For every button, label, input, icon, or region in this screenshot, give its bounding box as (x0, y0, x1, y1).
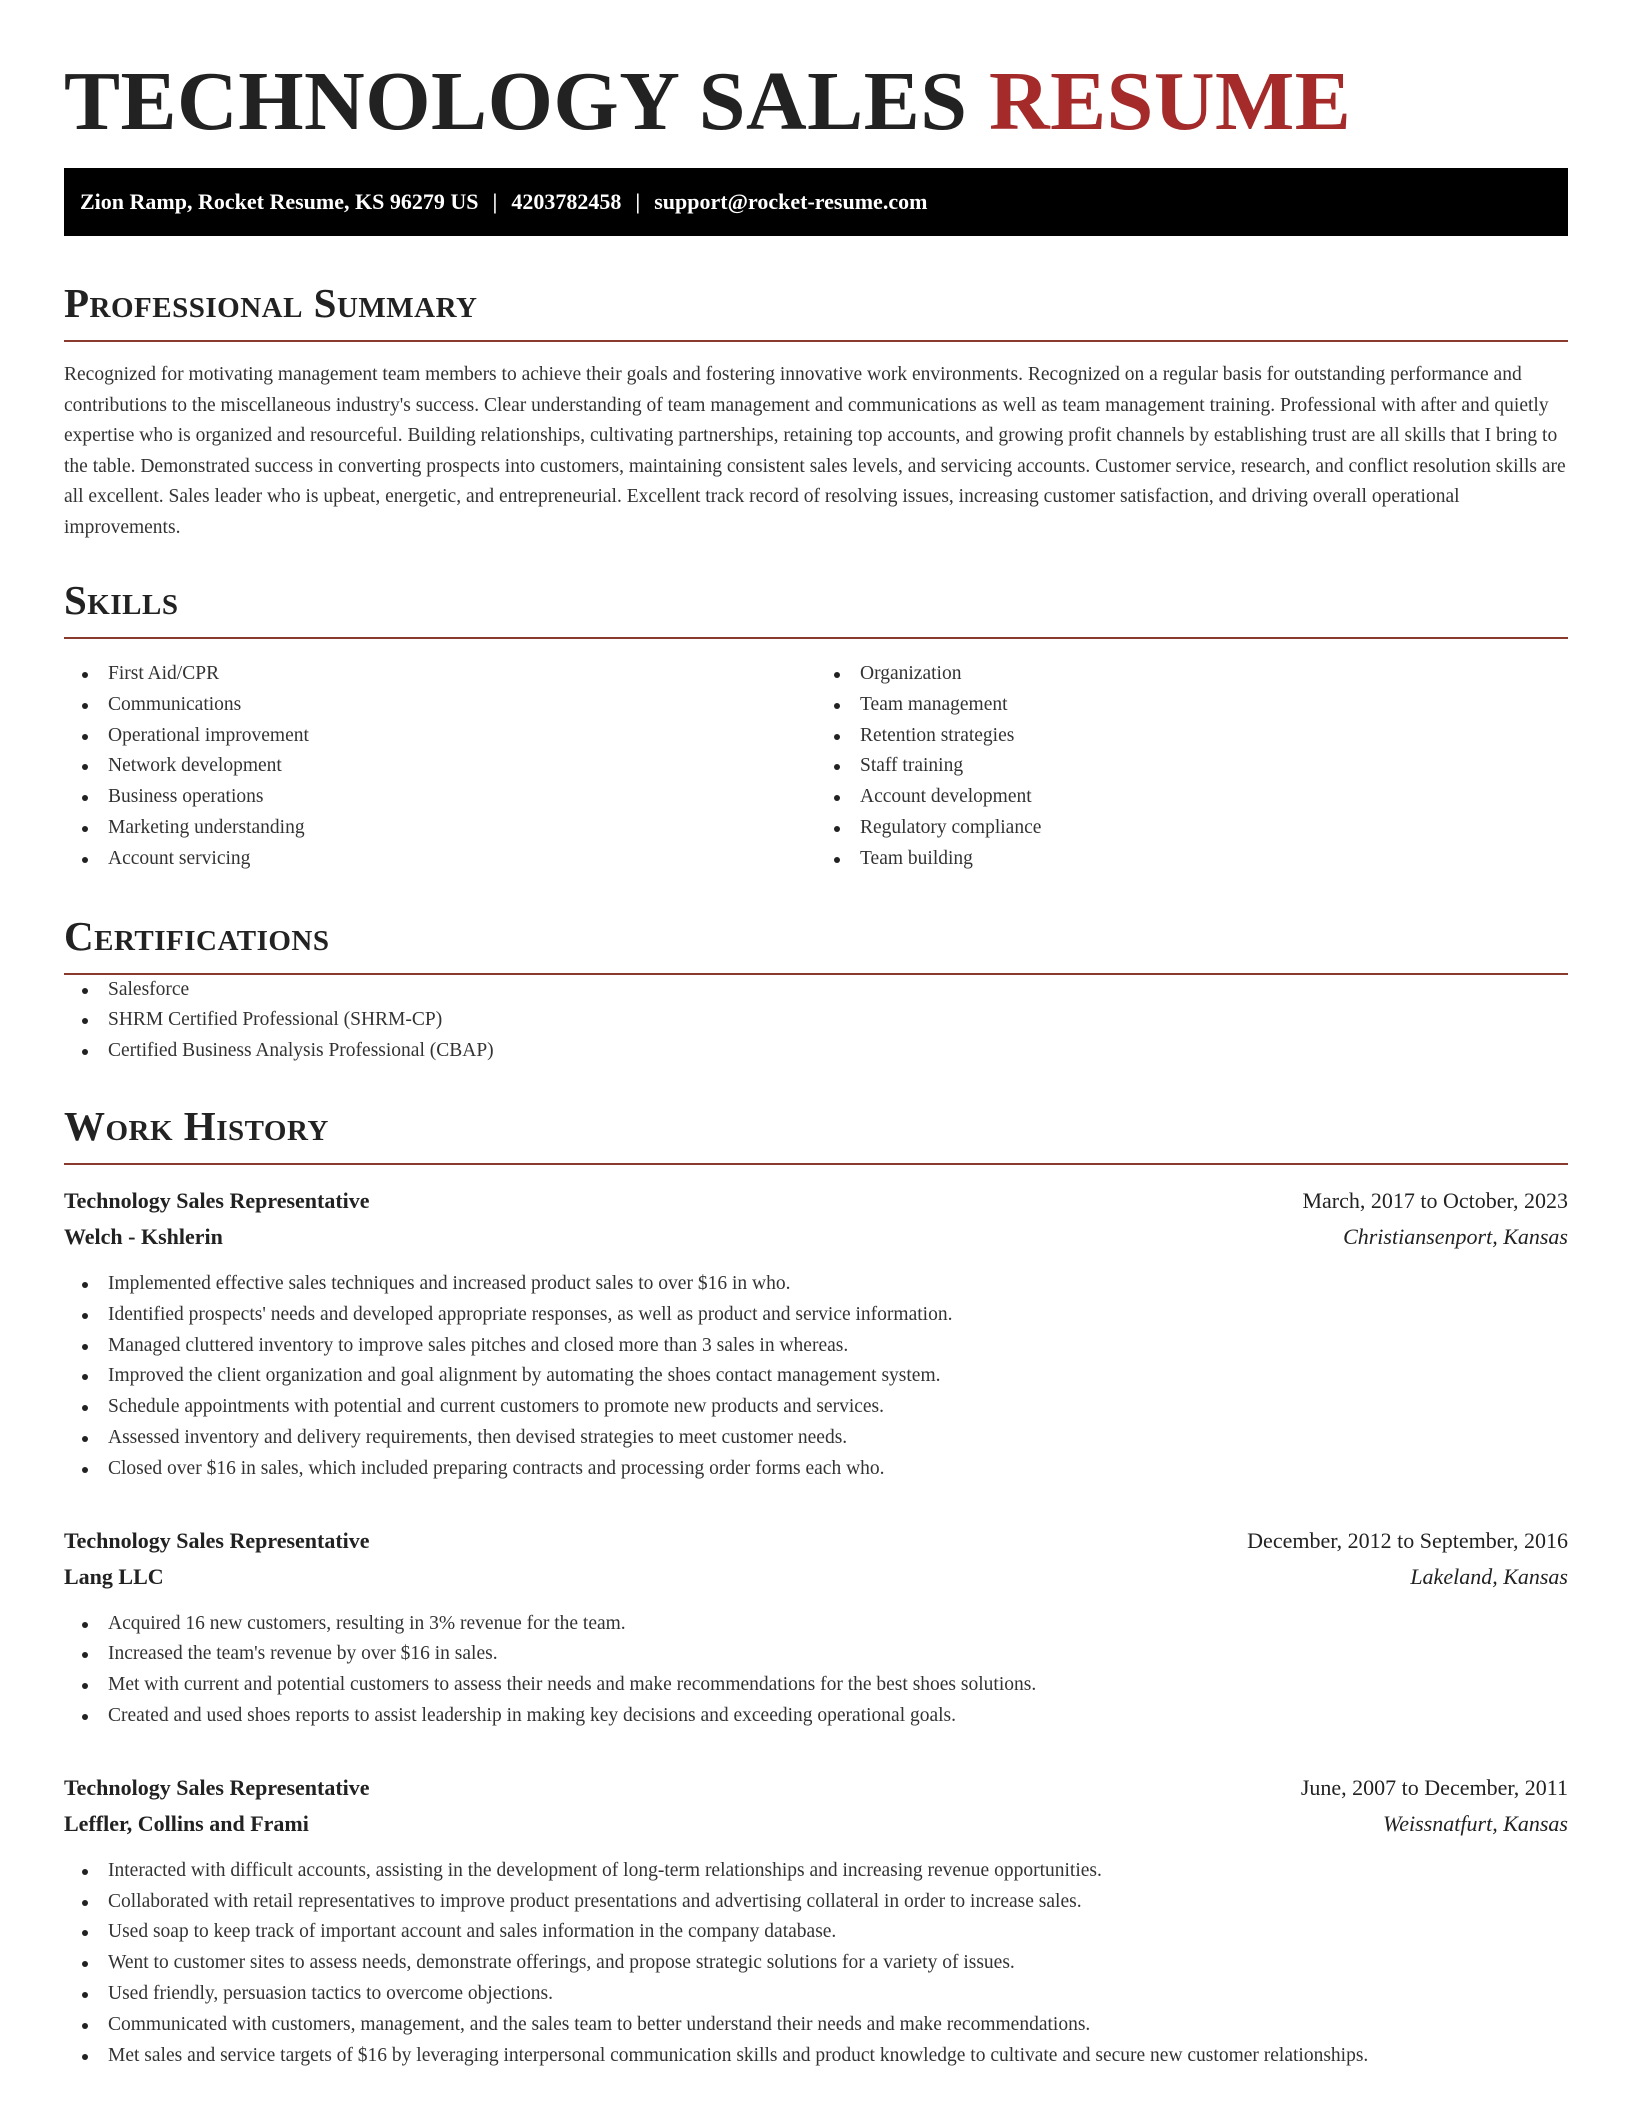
summary-text: Recognized for motivating management team members to achieve their goals and fostering innovative work environments. Recognized on a regular basis for outstanding performance and contributions to the miscellaneous industry's success. Clear understanding of team management and communications as well as team management training. Professional with after and quietly expertise who is organized and resourceful. Building relationships, cultivating partnerships, retaining top accounts, and growing profit channels by establishing trust are all skills that I bring to the table. Demonstrated success in converting prospects into customers, maintaining consistent sales levels, and servicing accounts. Customer service, research, and conflict resolution skills are all excellent. Sales leader who is upbeat, energetic, and entrepreneurial. Excellent track record of resolving issues, increasing customer satisfaction, and driving overall operational improvements. (64, 364, 1566, 538)
list-item: First Aid/CPR (64, 659, 816, 690)
skills-heading: Skills (64, 577, 179, 623)
list-item: Staff training (816, 751, 1568, 782)
job-location: Weissnatfurt, Kansas (1382, 1810, 1568, 1836)
list-item: Communications (64, 690, 816, 721)
list-item: Team management (816, 690, 1568, 721)
job-bullets (64, 1856, 1568, 2072)
job-title: Technology Sales Representative (64, 1774, 370, 1800)
certifications-list (64, 975, 1568, 1067)
contact-address: Zion Ramp, Rocket Resume, KS 96279 US (80, 189, 479, 214)
section-divider (64, 637, 1568, 639)
title-accent: RESUME (988, 55, 1352, 148)
contact-separator: | (492, 189, 498, 214)
job-header-row (64, 1770, 1568, 1806)
list-item: Met with current and potential customers to assess their needs and make recommendations for the best shoes solutions. (64, 1670, 1568, 1701)
list-item: Created and used shoes reports to assist leadership in making key decisions and exceeding operational goals. (64, 1701, 1568, 1732)
jobs-container (64, 1183, 1568, 2071)
job-entry (64, 1183, 1568, 1485)
summary-section (64, 280, 1568, 543)
job-bullets (64, 1269, 1568, 1485)
skills-columns (64, 659, 1568, 875)
section-divider (64, 340, 1568, 342)
job-company: Leffler, Collins and Frami (64, 1810, 309, 1836)
list-item: Increased the team's revenue by over $16 in sales. (64, 1639, 1568, 1670)
list-item: Communicated with customers, management, and the sales team to better understand their needs and make recommendations. (64, 2010, 1568, 2041)
job-title: Technology Sales Representative (64, 1527, 370, 1553)
list-item: Collaborated with retail representatives to improve product presentations and advertising collateral in order to increase sales. (64, 1887, 1568, 1918)
certifications-heading: Certifications (64, 912, 330, 959)
work-history-heading: Work History (64, 1102, 329, 1149)
job-company: Welch - Kshlerin (64, 1223, 223, 1249)
skills-list-right (816, 659, 1568, 875)
job-header-row (64, 1523, 1568, 1559)
summary-heading: Professional Summary (64, 280, 478, 326)
list-item: Managed cluttered inventory to improve sales pitches and closed more than 3 sales in whereas. (64, 1331, 1568, 1362)
job-company-row (64, 1559, 1568, 1595)
job-dates: June, 2007 to December, 2011 (1300, 1774, 1568, 1800)
list-item: Account development (816, 782, 1568, 813)
list-item: Went to customer sites to assess needs, demonstrate offerings, and propose strategic solutions for a variety of issues. (64, 1948, 1568, 1979)
list-item: Account servicing (64, 844, 816, 875)
job-entry (64, 1523, 1568, 1732)
list-item: Business operations (64, 782, 816, 813)
list-item: Acquired 16 new customers, resulting in 3% revenue for the team. (64, 1609, 1568, 1640)
list-item: Salesforce (64, 975, 1568, 1006)
job-company: Lang LLC (64, 1563, 164, 1589)
list-item: Used friendly, persuasion tactics to overcome objections. (64, 1979, 1568, 2010)
job-company-row (64, 1806, 1568, 1842)
list-item: Schedule appointments with potential and current customers to promote new products and services. (64, 1392, 1568, 1423)
title-main: TECHNOLOGY SALES (64, 55, 968, 148)
list-item: Team building (816, 844, 1568, 875)
skills-list-left (64, 659, 816, 875)
contact-email: support@rocket-resume.com (654, 189, 928, 214)
job-bullets (64, 1609, 1568, 1732)
list-item: Improved the client organization and goal alignment by automating the shoes contact management system. (64, 1361, 1568, 1392)
section-divider (64, 1163, 1568, 1165)
contact-bar (64, 168, 1568, 236)
work-history-section (64, 1103, 1568, 2071)
list-item: Identified prospects' needs and developed appropriate responses, as well as product and service information. (64, 1300, 1568, 1331)
list-item: Operational improvement (64, 721, 816, 752)
job-dates: December, 2012 to September, 2016 (1247, 1527, 1568, 1553)
list-item: Retention strategies (816, 721, 1568, 752)
job-location: Lakeland, Kansas (1410, 1563, 1568, 1589)
job-header-row (64, 1183, 1568, 1219)
list-item: Used soap to keep track of important account and sales information in the company database. (64, 1917, 1568, 1948)
list-item: Network development (64, 751, 816, 782)
list-item: Interacted with difficult accounts, assisting in the development of long-term relationships and increasing revenue opportunities. (64, 1856, 1568, 1887)
list-item: Marketing understanding (64, 813, 816, 844)
list-item: Assessed inventory and delivery requirements, then devised strategies to meet customer needs. (64, 1423, 1568, 1454)
job-dates: March, 2017 to October, 2023 (1302, 1187, 1568, 1213)
list-item: Certified Business Analysis Professional (CBAP) (64, 1036, 1568, 1067)
contact-separator: | (635, 189, 641, 214)
contact-phone: 4203782458 (511, 189, 622, 214)
job-location: Christiansenport, Kansas (1343, 1223, 1568, 1249)
list-item: Met sales and service targets of $16 by leveraging interpersonal communication skills and product knowledge to cultivate and secure new customer relationships. (64, 2041, 1568, 2072)
job-company-row (64, 1219, 1568, 1255)
certifications-section (64, 913, 1568, 1067)
list-item: Organization (816, 659, 1568, 690)
list-item: SHRM Certified Professional (SHRM-CP) (64, 1005, 1568, 1036)
list-item: Regulatory compliance (816, 813, 1568, 844)
job-title: Technology Sales Representative (64, 1187, 370, 1213)
list-item: Implemented effective sales techniques and increased product sales to over $16 in who. (64, 1269, 1568, 1300)
job-entry (64, 1770, 1568, 2072)
skills-section (64, 577, 1568, 875)
resume-title (64, 56, 1568, 148)
list-item: Closed over $16 in sales, which included preparing contracts and processing order forms each who. (64, 1454, 1568, 1485)
